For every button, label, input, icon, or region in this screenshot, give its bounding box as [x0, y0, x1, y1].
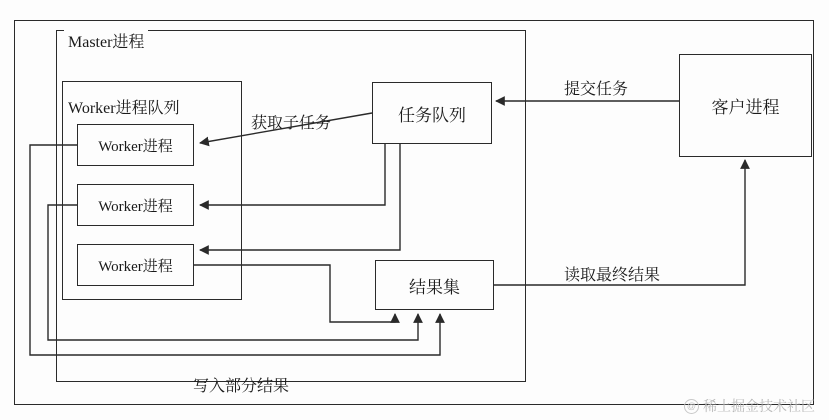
edge-label-fetch-subtask: 获取子任务 [251, 115, 332, 132]
watermark [684, 396, 815, 416]
worker-process-queue-label: Worker进程队列 [66, 95, 182, 118]
worker-process-node-1: Worker进程 [77, 124, 194, 166]
worker-process-node-2: Worker进程 [77, 184, 194, 226]
client-process-node: 客户进程 [679, 54, 812, 157]
edge-label-write-partial-result: 写入部分结果 [193, 378, 290, 395]
edge-label-read-final-result: 读取最终结果 [564, 267, 661, 284]
watermark-text: 稀土掘金技术社区 [703, 398, 815, 414]
worker-process-node-3: Worker进程 [77, 244, 194, 286]
task-queue-node: 任务队列 [372, 82, 492, 144]
watermark-logo-icon: @ [684, 399, 699, 414]
result-set-node: 结果集 [375, 260, 494, 310]
edge-label-submit-task: 提交任务 [564, 81, 629, 98]
master-process-label: Master进程 [64, 29, 148, 52]
